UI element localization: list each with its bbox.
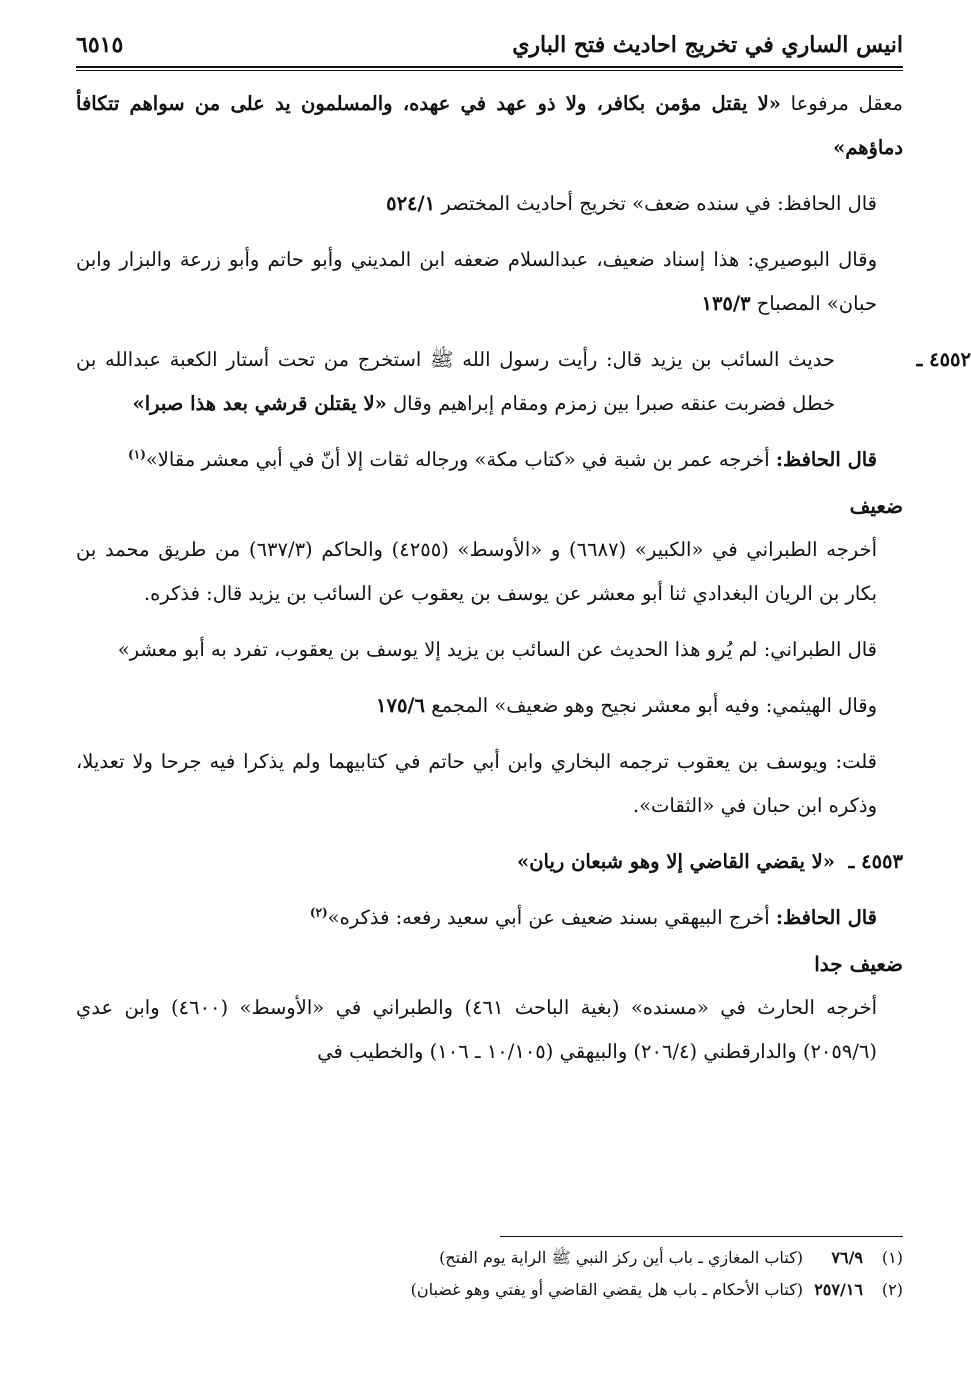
header-rule [76,66,903,68]
grade-heading: ضعيف جدا [814,952,903,976]
reference: ١٣٥/٣ [701,292,751,315]
paragraph: أخرجه الحارث في «مسنده» (بغية الباحث ٤٦١) والطبراني في «الأوسط» (٤٦٠٠) وابن عدي (٢٠٥٩/٦) والدارقطني (٢٠٦/٤) والبيهقي (١٠/١٠٥ ـ ١٠٦) والخطيب في [76,996,877,1063]
hadith-text: «لا يقتل مؤمن بكافر، ولا ذو عهد في عهده، والمسلمون يد على من سواهم تتكافأ دماؤهم» [76,92,903,159]
footnote [76,1274,903,1306]
footnote-marker: (١) [128,447,146,462]
hadith-entry-4552 [76,338,971,426]
reference: ١٧٥/٦ [376,694,426,717]
paragraph: قال الطبراني: لم يُرو هذا الحديث عن السائب بن يزيد إلا يوسف بن يعقوب، تفرد به أبو معشر» [117,638,877,661]
footnote-text: (كتاب المغازي ـ باب أين ركز النبي ﷺ الراية يوم الفتح) [439,1248,803,1267]
text: معقل مرفوعا [780,92,903,115]
paragraph: أخرجه الطبراني في «الكبير» (٦٦٨٧) و «الأوسط» (٤٢٥٥) والحاكم (٦٣٧/٣) من طريق محمد بن بكار بن الريان البغدادي ثنا أبو معشر عن يوسف بن يعقوب عن السائب بن يزيد قال: فذكره. [76,538,877,605]
running-title: انيس الساري في تخريج احاديث فتح الباري [512,32,903,58]
paragraph [76,896,903,940]
footnote-number: (١) [881,1248,903,1267]
hadith-number: ٤٥٥٢ ـ [916,348,971,371]
text: أخرجه عمر بن شبة في «كتاب مكة» ورجاله ثقات إلا أنّ في أبي معشر مقالا» [145,448,776,471]
page-header [76,28,903,64]
page-body [76,82,971,1086]
text: قال الحافظ: في سنده ضعف» تخريج أحاديث المختصر [435,192,877,215]
paragraph [76,684,903,728]
grade-heading: ضعيف [849,494,903,518]
footnote-text: (كتاب الأحكام ـ باب هل يقضي القاضي أو يفتي وهو غضبان) [410,1280,803,1299]
reference: ٥٢٤/١ [386,192,436,215]
footnote-ref: ٧٦/٩ [831,1248,863,1267]
text: وقال البوصيري: هذا إسناد ضعيف، عبدالسلام ضعفه ابن المديني وأبو حاتم وأبو زرعة والبزار وابن حبان» المصباح [76,248,877,315]
text: أخرج البيهقي بسند ضعيف عن أبي سعيد رفعه: فذكره» [327,906,776,929]
paragraph: قلت: ويوسف بن يعقوب ترجمه البخاري وابن أبي حاتم في كتابيهما ولم يذكرا فيه جرحا ولا تعديلا، وذكره ابن حبان في «الثقات». [76,750,877,817]
hadith-text: «لا يقتلن قرشي بعد هذا صبرا» [132,392,387,415]
paragraph [76,182,903,226]
text: حديث السائب بن يزيد قال: رأيت رسول الله ﷺ استخرج من تحت أستار الكعبة عبدالله بن خطل فضربت عنقه صبرا بين زمزم ومقام إبراهيم وقال [76,348,835,415]
paragraph [76,82,903,170]
footnotes [76,1242,903,1306]
footnote-rule [500,1236,903,1237]
paragraph [76,238,903,326]
page-number: ٦٥١٥ [76,32,124,58]
speaker-label: قال الحافظ: [775,906,877,929]
speaker-label: قال الحافظ: [775,448,877,471]
hadith-number: ٤٥٥٣ ـ [848,850,903,873]
text: وقال الهيثمي: وفيه أبو معشر نجيح وهو ضعيف» المجمع [425,694,877,717]
hadith-text: «لا يقضي القاضي إلا وهو شبعان ريان» [517,850,835,873]
header-rule-thin [76,70,903,71]
footnote-ref: ٢٥٧/١٦ [814,1280,863,1299]
hadith-entry-4553 [76,840,903,884]
footnote-number: (٢) [881,1280,903,1299]
footnote-marker: (٢) [309,905,328,920]
footnote [76,1242,903,1274]
paragraph [76,438,903,482]
